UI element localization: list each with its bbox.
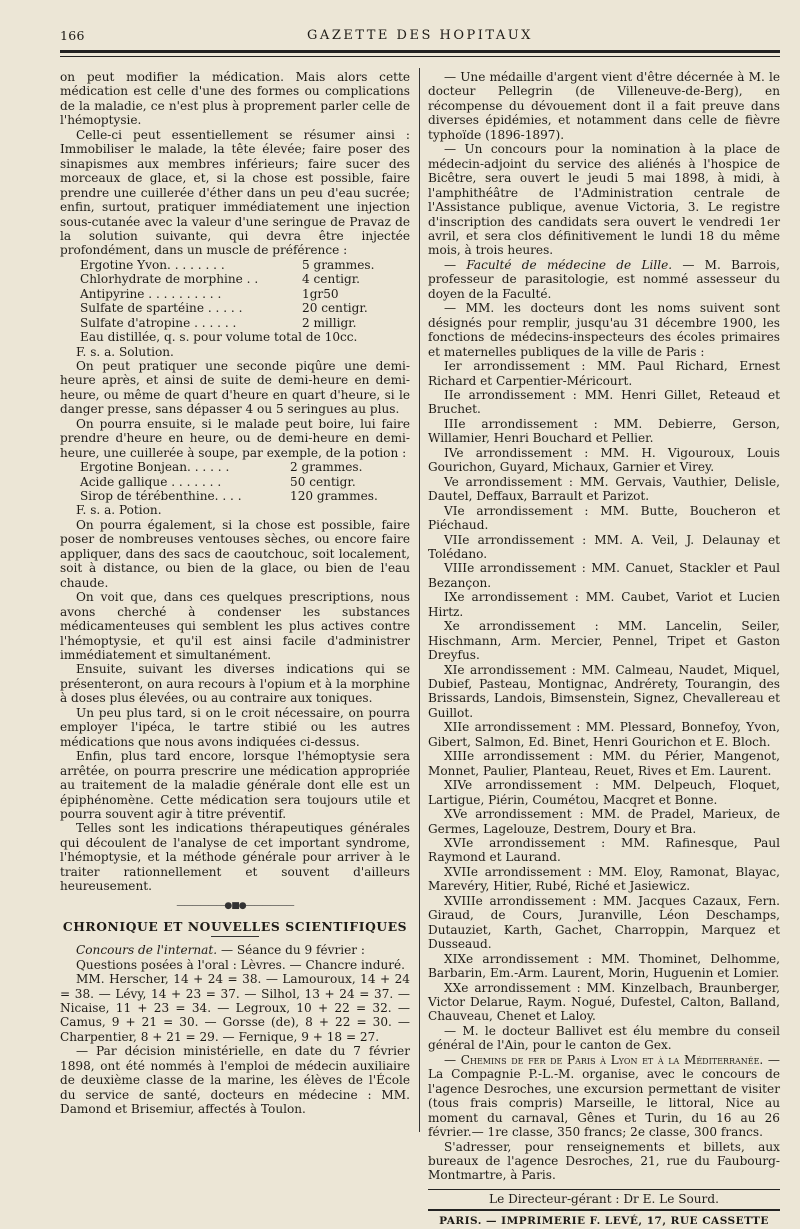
list-item: IVe arrondissement : MM. H. Vigouroux, Louis Gourichon, Guyard, Michaux, Garnier et Virey. xyxy=(428,445,780,475)
faculty-title: Faculté de médecine de Lille. xyxy=(466,257,673,272)
concours-title: Concours de l'internat. xyxy=(76,943,218,958)
prescription-potion xyxy=(60,460,410,518)
prescription-line: Ergotine Yvon. . . . . . . . 5 grammes. xyxy=(80,257,375,272)
railway-title: — Chemins de fer de Paris à Lyon et à la Méditerranée. xyxy=(444,1052,764,1067)
prescription-line: Sirop de térébenthine. . . . 120 grammes. xyxy=(80,489,378,504)
list-item: XIIIe arrondissement : MM. du Périer, Mangenot, Monnet, Paulier, Planteau, Reuet, Rives et Em. Laurent. xyxy=(428,749,780,778)
paragraph: Telles sont les indications thérapeutiques générales qui découlent de l'analyse de cet important syndrome, l'hémoptysie, et la méthode générale pour arriver à le traiter rationnellement et souvent d'ailleurs heureusement. xyxy=(60,821,410,894)
paragraph: On peut pratiquer une seconde piqûre une demi-heure après, et ainsi de suite de demi-heure en demi-heure, ou même de quart d'heure en quart d'heure, si le danger presse, sans dépasser 4 ou 5 seringues au plus. xyxy=(60,358,410,417)
list-item: Xe arrondissement : MM. Lancelin, Seiler, Hischmann, Arm. Mercier, Pennel, Tripet et Gaston Dreyfus. xyxy=(428,619,780,663)
footer-rule xyxy=(428,1189,780,1190)
paragraph: On pourra ensuite, si le malade peut boire, lui faire prendre d'heure en heure, ou de demi-heure en demi-heure, une cuillerée à soupe, par exemple, de la potion : xyxy=(60,416,410,460)
prescription-sig: F. s. a. Solution. xyxy=(76,344,174,359)
paragraph: MM. Herscher, 14 + 24 = 38. — Lamouroux, 14 + 24 = 38. — Lévy, 14 + 23 = 37. — Silhol, 13 + 24 = 37. — Nicaise, 11 + 23 = 34. — Legroux, 10 + 22 = 32. — Camus, 9 + 21 = 30. — Gorsse (de), 8 + 22 = 30. — Charpentier, 8 + 21 = 29. — Fernique, 9 + 18 = 27. xyxy=(60,972,410,1044)
running-title: GAZETTE DES HOPITAUX xyxy=(307,28,533,43)
header-thick-rule xyxy=(60,50,780,53)
page-number: 166 xyxy=(60,28,85,43)
paragraph: — Par décision ministérielle, en date du 7 février 1898, ont été nommés à l'emploi de médecin auxiliaire de deuxième classe de la marine, les élèves de l'École du service de santé, docteurs en médecine : MM. Damond et Brisemiur, affectés à Toulon. xyxy=(60,1044,410,1117)
prescription-line: Acide gallique . . . . . . . 50 centigr. xyxy=(80,474,356,489)
paragraph: On voit que, dans ces quelques prescriptions, nous avons cherché à condenser les substances médicamenteuses qui semblent les plus actives contre l'hémoptysie, et qu'il est ainsi facile d'administrer immédiatement et simultanément. xyxy=(60,590,410,662)
arrondissement-list xyxy=(428,359,780,1024)
list-item: VIIe arrondissement : MM. A. Veil, J. Delaunay et Tolédano. xyxy=(428,532,780,561)
list-item: Ier arrondissement : MM. Paul Richard, Ernest Richard et Carpentier-Méricourt. xyxy=(428,359,780,388)
paragraph: on peut modifier la médication. Mais alors cette médication est celle d'une des formes ou complications de la maladie, ce n'est plus à proprement parler celle de l'hémoptysie. xyxy=(60,70,410,128)
paragraph: Celle-ci peut essentiellement se résumer ainsi : Immobiliser le malade, la tête élevée; faire poser des sinapismes aux membres inférieurs; faire sucer des morceaux de glace, et, si la chose est possible, faire prendre une cuillerée d'éther dans un peu d'eau sucrée; enfin, surtout, pratiquer immédiatement une injection sous-cutanée avec la valeur d'une seringue de Pravaz de la solution suivante, qui devra être injectée profondément, dans un muscle de préférence : xyxy=(60,127,410,258)
paragraph: — MM. les docteurs dont les noms suivent sont désignés pour remplir, jusqu'au 31 décembre 1900, les fonctions de médecins-inspecteurs des écoles primaires et maternelles publiques de la ville de Paris : xyxy=(428,301,780,359)
list-item: XVIIe arrondissement : MM. Eloy, Ramonat, Blayac, Marevéry, Hitier, Rubé, Riché et Jasiewicz. xyxy=(428,864,780,894)
list-item: XXe arrondissement : MM. Kinzelbach, Braunberger, Victor Delarue, Raym. Nogué, Dufestel, Calton, Balland, Chauveau, Chenet et Laloy. xyxy=(428,980,780,1024)
paragraph: On pourra également, si la chose est possible, faire poser de nombreuses ventouses sèches, ou encore faire appliquer, dans des sacs de caoutchouc, soit localement, soit à distance, ou bien de la glace, ou bien de l'eau chaude. xyxy=(60,517,410,590)
prescription-line: Sulfate d'atropine . . . . . . 2 milligr. xyxy=(80,315,357,330)
prescription-line: Ergotine Bonjean. . . . . . 2 grammes. xyxy=(80,460,363,475)
list-item: IXe arrondissement : MM. Caubet, Variot et Lucien Hirtz. xyxy=(428,590,780,619)
paragraph: — Faculté de médecine de Lille. — M. Barrois, professeur de parasitologie, est nommé assesseur du doyen de la Faculté. xyxy=(428,257,780,301)
paragraph: Un peu plus tard, si on le croit nécessaire, on pourra employer l'ipéca, le tartre stibié ou les autres médications que nous avons indiquées ci-dessus. xyxy=(60,705,410,749)
page-header xyxy=(60,28,780,48)
printer-imprint: PARIS. — IMPRIMERIE F. LEVÉ, 17, RUE CASSETTE xyxy=(428,1209,780,1228)
prescription-sig: F. s. a. Potion. xyxy=(76,503,162,518)
paragraph: — Un concours pour la nomination à la place de médecin-adjoint du service des aliénés à l'hospice de Bicêtre, sera ouvert le jeudi 5 mai 1898, à midi, à l'amphithéâtre de l'Administration centrale de l'Assistance publique, avenue Victoria, 3. Le registre d'inscription des candidats sera ouvert le vendredi 1er avril, et sera clos définitivement le lundi 18 du même mois, à trois heures. xyxy=(428,142,780,258)
paragraph: — Une médaille d'argent vient d'être décernée à M. le docteur Pellegrin (de Villeneuve-de-Berg), en récompense du dévouement dont il a fait preuve dans diverses épidémies, et notamment dans celle de fièvre typhoïde (1896-1897). xyxy=(428,70,780,142)
section-rule xyxy=(211,936,259,937)
prescription-tail: Eau distillée, q. s. pour volume total de 10cc. xyxy=(80,330,358,345)
paragraph: — Chemins de fer de Paris à Lyon et à la Méditerranée. — La Compagnie P.-L.-M. organise, avec le concours de l'agence Desroches, une excursion permettant de visiter (tous frais compris) Marseille, le littoral, Nice au moment du carnaval, Gênes et Turin, du 16 au 26 février.— 1re classe, 350 francs; 2e classe, 300 francs. xyxy=(428,1052,780,1140)
paragraph: S'adresser, pour renseignements et billets, aux bureaux de l'agence Desroches, 21, rue du Faubourg-Montmartre, à Paris. xyxy=(428,1139,780,1183)
list-item: IIe arrondissement : MM. Henri Gillet, Reteaud et Bruchet. xyxy=(428,387,780,417)
director-signature: Le Directeur-gérant : Dr E. Le Sourd. xyxy=(489,1191,719,1206)
list-item: XVIe arrondissement : MM. Rafinesque, Paul Raymond et Laurand. xyxy=(428,836,780,865)
section-title: CHRONIQUE ET NOUVELLES SCIENTIFIQUES xyxy=(62,918,408,934)
list-item: XIVe arrondissement : MM. Delpeuch, Floquet, Lartigue, Piérin, Coumétou, Macqret et Bonne. xyxy=(428,778,780,807)
paragraph: Concours de l'internat. — Séance du 9 février : xyxy=(76,943,365,958)
list-item: IIIe arrondissement : MM. Debierre, Gerson, Willamier, Henri Bouchard et Pellier. xyxy=(428,416,780,446)
paragraph: Ensuite, suivant les diverses indications qui se présenteront, on aura recours à l'opium et à la morphine à doses plus élevées, ou au contraire aux toniques. xyxy=(60,662,410,706)
prescription-line: Sulfate de spartéine . . . . . 20 centigr. xyxy=(80,301,368,316)
column-divider xyxy=(419,68,420,1132)
list-item: XVe arrondissement : MM. de Pradel, Marieux, de Germes, Lagelouze, Destrem, Doury et Bra. xyxy=(428,807,780,836)
paragraph: Enfin, plus tard encore, lorsque l'hémoptysie sera arrêtée, on pourra prescrire une médication appropriée au traitement de la maladie générale dont elle est un épiphénomène. Cette médication sera toujours utile et pourra souvent agir à titre préventif. xyxy=(60,749,410,821)
left-column xyxy=(60,70,410,1117)
list-item: XIe arrondissement : MM. Calmeau, Naudet, Miquel, Dubief, Pasteau, Montignac, Andrérety, Tourangin, des Brissards, Landois, Bimsenstein, Signez, Chevallereau et Guillot. xyxy=(428,662,780,720)
list-item: XIXe arrondissement : MM. Thominet, Delhomme, Barbarin, Em.-Arm. Laurent, Morin, Huguenin et Lomier. xyxy=(428,951,780,981)
right-column xyxy=(428,70,780,1229)
list-item: Ve arrondissement : MM. Gervais, Vauthier, Delisle, Dautel, Deffaux, Barrault et Parizot. xyxy=(428,474,780,504)
list-item: XVIIIe arrondissement : MM. Jacques Cazaux, Fern. Giraud, de Cours, Juranville, Léon Deschamps, Dutauziet, Karth, Gachet, Charroppin, Marquez et Dusseaud. xyxy=(428,893,780,952)
prescription-line: Chlorhydrate de morphine . . 4 centigr. xyxy=(80,272,361,287)
paragraph: — M. le docteur Ballivet est élu membre du conseil général de l'Ain, pour le canton de Gex. xyxy=(428,1023,780,1053)
list-item: XIIe arrondissement : MM. Plessard, Bonnefoy, Yvon, Gibert, Salmon, Ed. Binet, Henri Gourichon et E. Bloch. xyxy=(428,720,780,749)
prescription-injection xyxy=(60,258,410,359)
list-item: VIIIe arrondissement : MM. Canuet, Stackler et Paul Bezançon. xyxy=(428,561,780,590)
paragraph: Questions posées à l'oral : Lèvres. — Chancre induré. xyxy=(76,957,406,972)
prescription-line: Antipyrine . . . . . . . . . . 1gr50 xyxy=(80,286,339,301)
list-item: VIe arrondissement : MM. Butte, Boucheron et Piéchaud. xyxy=(428,503,780,533)
ornament-divider: ——————●■●—————— xyxy=(176,900,294,911)
header-thin-rule xyxy=(60,56,780,57)
